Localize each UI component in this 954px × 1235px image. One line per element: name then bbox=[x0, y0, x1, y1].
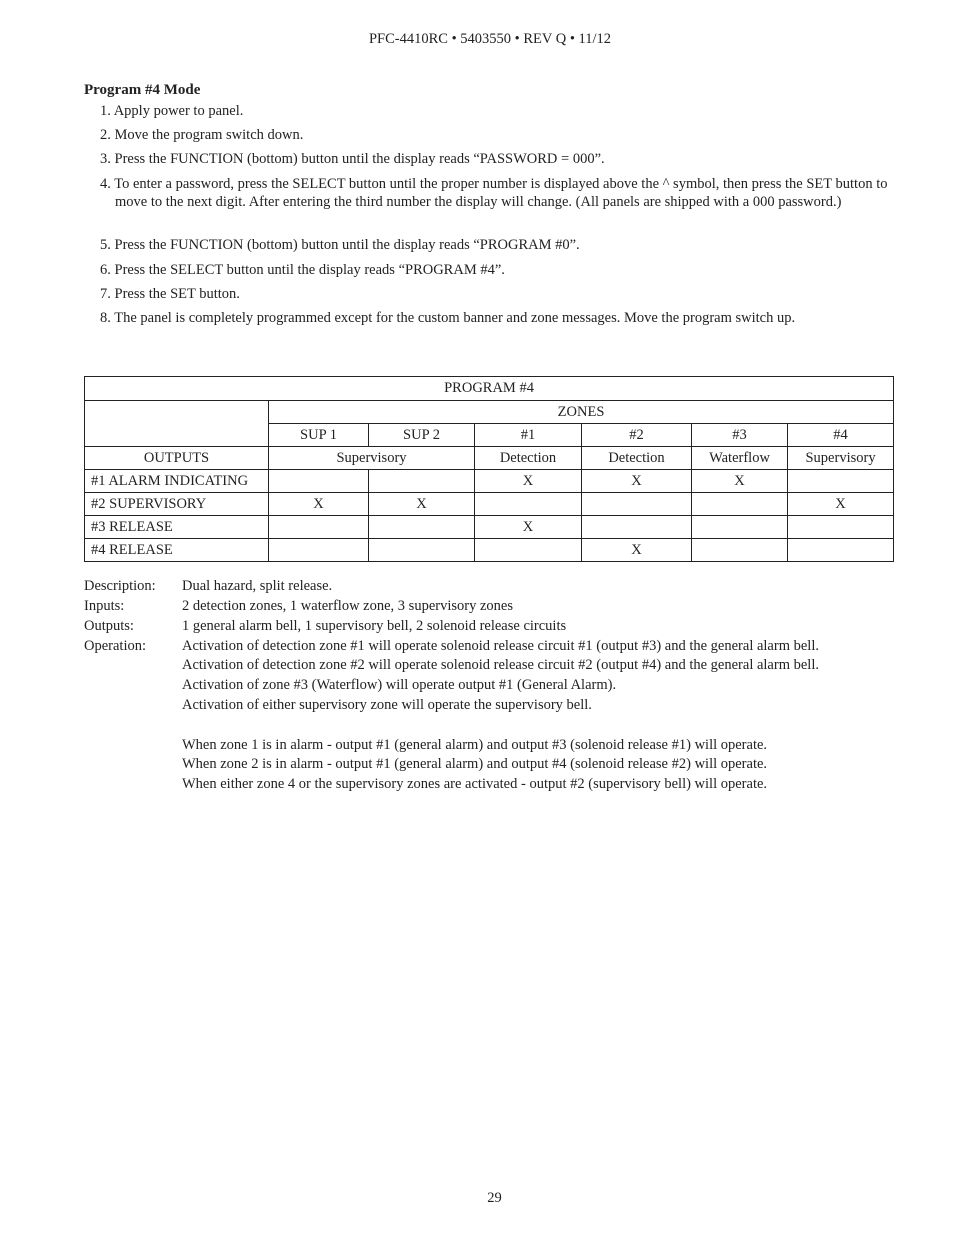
table-cell: X bbox=[369, 493, 475, 516]
operation-line: Activation of either supervisory zone will operate the supervisory bell. bbox=[182, 697, 592, 713]
operation-line: Activation of detection zone #2 will operate solenoid release circuit #2 (output #4) and the general alarm bell. bbox=[182, 657, 819, 673]
description-label: Description: bbox=[84, 578, 156, 594]
step-2: 2. Move the program switch down. bbox=[100, 127, 304, 143]
outputs-label: OUTPUTS bbox=[85, 447, 269, 470]
outputs-value: 1 general alarm bell, 1 supervisory bell, 2 solenoid release circuits bbox=[182, 618, 567, 634]
table-row bbox=[85, 493, 894, 516]
table-cell bbox=[475, 539, 582, 562]
table-cell bbox=[369, 470, 475, 493]
operation-label: Operation: bbox=[84, 638, 147, 654]
zone-type-2: Detection bbox=[582, 447, 692, 470]
step-1: 1. Apply power to panel. bbox=[100, 103, 244, 119]
zone-type-1: Detection bbox=[475, 447, 582, 470]
step-5: 5. Press the FUNCTION (bottom) button until the display reads “PROGRAM #0”. bbox=[100, 237, 580, 253]
step-4: 4. To enter a password, press the SELECT button until the proper number is displayed above the ^ symbol, then press the SET button to move to the next digit. After entering the third number the display will change. (All panels are shipped with a 000 password.) bbox=[100, 176, 888, 210]
table-cell bbox=[788, 470, 894, 493]
table-cell: X bbox=[475, 470, 582, 493]
table-title: PROGRAM #4 bbox=[85, 377, 894, 401]
inputs-label: Inputs: bbox=[84, 598, 125, 614]
when-line: When zone 2 is in alarm - output #1 (general alarm) and output #4 (solenoid release #2) will operate. bbox=[182, 756, 768, 772]
table-corner-blank bbox=[85, 401, 269, 447]
table-cell: X bbox=[692, 470, 788, 493]
zone-header-2: #2 bbox=[582, 424, 692, 447]
operation-line: Activation of zone #3 (Waterflow) will operate output #1 (General Alarm). bbox=[182, 677, 617, 693]
table-cell: X bbox=[269, 493, 369, 516]
zone-type-sup: Supervisory bbox=[269, 447, 475, 470]
table-row bbox=[85, 539, 894, 562]
table-cell bbox=[582, 493, 692, 516]
when-line: When either zone 4 or the supervisory zones are activated - output #2 (supervisory bell) will operate. bbox=[182, 776, 768, 792]
row-label: #2 SUPERVISORY bbox=[85, 493, 269, 516]
row-label: #1 ALARM INDICATING bbox=[85, 470, 269, 493]
zone-type-4: Supervisory bbox=[788, 447, 894, 470]
zone-header-sup2: SUP 2 bbox=[369, 424, 475, 447]
table-cell bbox=[692, 516, 788, 539]
table-cell bbox=[269, 516, 369, 539]
outputs-label: Outputs: bbox=[84, 618, 134, 634]
inputs-value: 2 detection zones, 1 waterflow zone, 3 supervisory zones bbox=[182, 598, 513, 614]
when-line: When zone 1 is in alarm - output #1 (general alarm) and output #3 (solenoid release #1) will operate. bbox=[182, 737, 768, 753]
table-cell bbox=[788, 539, 894, 562]
step-3: 3. Press the FUNCTION (bottom) button until the display reads “PASSWORD = 000”. bbox=[100, 151, 605, 167]
step-6: 6. Press the SELECT button until the display reads “PROGRAM #4”. bbox=[100, 262, 505, 278]
section-title: Program #4 Mode bbox=[84, 82, 201, 98]
table-cell bbox=[582, 516, 692, 539]
page-header: PFC-4410RC • 5403550 • REV Q • 11/12 bbox=[368, 31, 612, 47]
row-label: #3 RELEASE bbox=[85, 516, 269, 539]
zone-header-4: #4 bbox=[788, 424, 894, 447]
table-cell: X bbox=[788, 493, 894, 516]
page-number: 29 bbox=[487, 1190, 502, 1206]
table-cell bbox=[269, 470, 369, 493]
operation-line: Activation of detection zone #1 will operate solenoid release circuit #1 (output #3) and the general alarm bell. bbox=[182, 638, 819, 654]
table-cell bbox=[369, 516, 475, 539]
table-row bbox=[85, 470, 894, 493]
zones-header: ZONES bbox=[269, 401, 894, 424]
table-cell: X bbox=[582, 470, 692, 493]
table-cell bbox=[475, 493, 582, 516]
table-cell bbox=[692, 539, 788, 562]
row-label: #4 RELEASE bbox=[85, 539, 269, 562]
table-cell: X bbox=[475, 516, 582, 539]
program-table bbox=[84, 376, 894, 562]
table-cell bbox=[692, 493, 788, 516]
zone-header-3: #3 bbox=[692, 424, 788, 447]
zone-type-3: Waterflow bbox=[692, 447, 788, 470]
zone-header-sup1: SUP 1 bbox=[269, 424, 369, 447]
step-8: 8. The panel is completely programmed except for the custom banner and zone messages. Move the program switch up. bbox=[100, 310, 796, 326]
table-cell: X bbox=[582, 539, 692, 562]
table-cell bbox=[788, 516, 894, 539]
table-cell bbox=[269, 539, 369, 562]
table-row bbox=[85, 516, 894, 539]
description-value: Dual hazard, split release. bbox=[182, 578, 333, 594]
step-7: 7. Press the SET button. bbox=[100, 286, 240, 302]
table-cell bbox=[369, 539, 475, 562]
zone-header-1: #1 bbox=[475, 424, 582, 447]
